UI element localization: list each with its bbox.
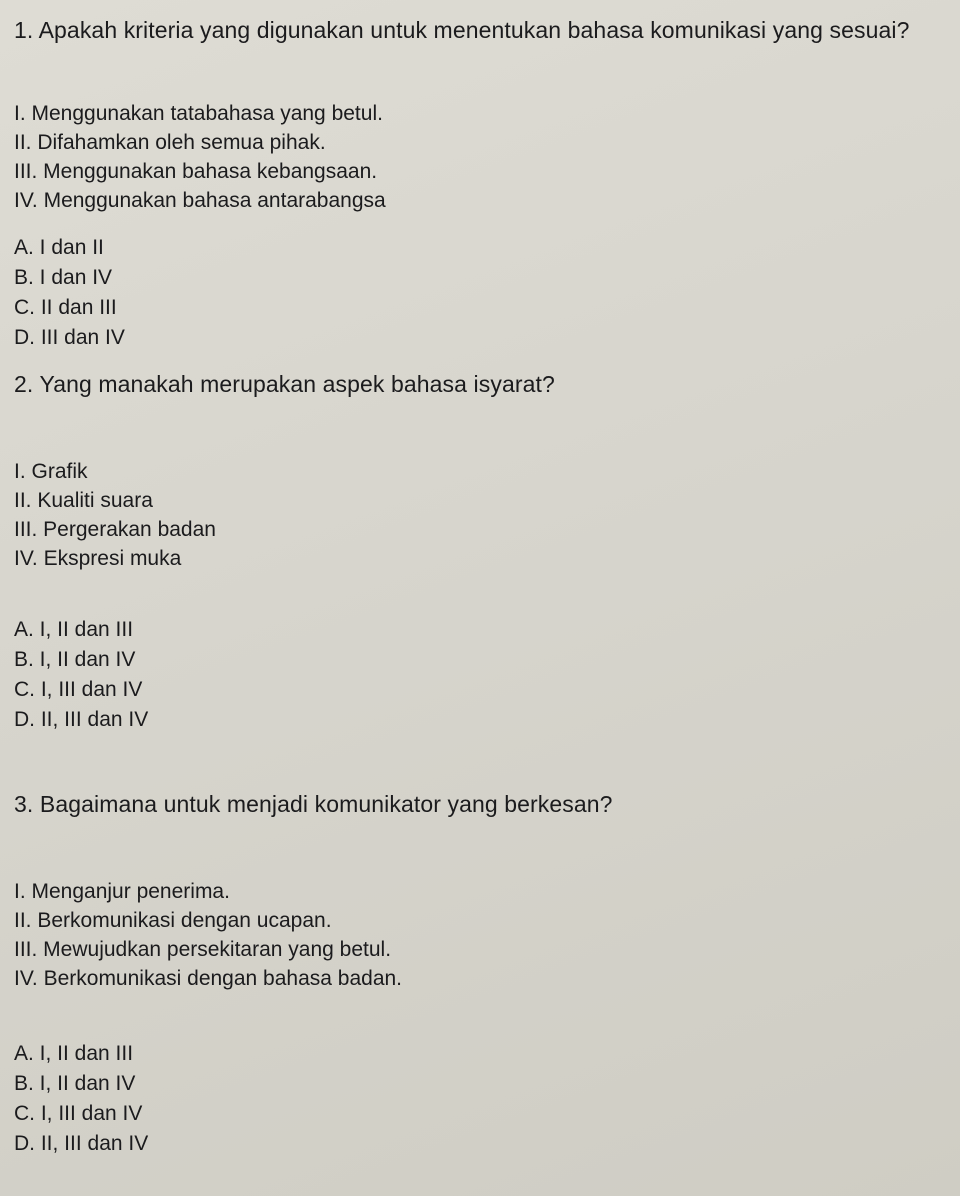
answer-option-a: A. I, II dan III — [14, 1042, 134, 1065]
answer-option-a: A. I dan II — [14, 236, 104, 259]
question-2-statements — [14, 457, 944, 573]
question-1-options — [14, 233, 944, 353]
question-1-statements — [14, 99, 944, 215]
question-3-statements — [14, 877, 944, 993]
question-3 — [14, 790, 944, 1159]
question-3-text: 3. Bagaimana untuk menjadi komunikator yang berkesan? — [14, 791, 613, 817]
statement-item: I. Menggunakan tatabahasa yang betul. — [14, 102, 383, 125]
question-2-options — [14, 615, 944, 735]
question-3-options — [14, 1039, 944, 1159]
statement-item: II. Kualiti suara — [14, 489, 153, 512]
answer-option-c: C. I, III dan IV — [14, 678, 143, 701]
statement-item: III. Menggunakan bahasa kebangsaan. — [14, 160, 378, 183]
answer-option-c: C. II dan III — [14, 296, 117, 319]
statement-item: IV. Berkomunikasi dengan bahasa badan. — [14, 967, 403, 990]
statement-item: III. Mewujudkan persekitaran yang betul. — [14, 938, 392, 961]
statement-item: II. Berkomunikasi dengan ucapan. — [14, 909, 332, 932]
question-2 — [14, 370, 944, 735]
statement-item: II. Difahamkan oleh semua pihak. — [14, 131, 326, 154]
statement-item: IV. Menggunakan bahasa antarabangsa — [14, 189, 386, 212]
answer-option-d: D. II, III dan IV — [14, 708, 149, 731]
question-2-text: 2. Yang manakah merupakan aspek bahasa isyarat? — [14, 371, 555, 397]
answer-option-b: B. I, II dan IV — [14, 1072, 136, 1095]
answer-option-d: D. II, III dan IV — [14, 1132, 149, 1155]
answer-option-b: B. I, II dan IV — [14, 648, 136, 671]
statement-item: III. Pergerakan badan — [14, 518, 216, 541]
answer-option-d: D. III dan IV — [14, 326, 125, 349]
question-1-text: 1. Apakah kriteria yang digunakan untuk menentukan bahasa komunikasi yang sesuai? — [14, 17, 910, 43]
statement-item: I. Grafik — [14, 460, 88, 483]
answer-option-b: B. I dan IV — [14, 266, 113, 289]
statement-item: IV. Ekspresi muka — [14, 547, 182, 570]
statement-item: I. Menganjur penerima. — [14, 880, 230, 903]
answer-option-a: A. I, II dan III — [14, 618, 134, 641]
question-1 — [14, 16, 944, 353]
answer-option-c: C. I, III dan IV — [14, 1102, 143, 1125]
